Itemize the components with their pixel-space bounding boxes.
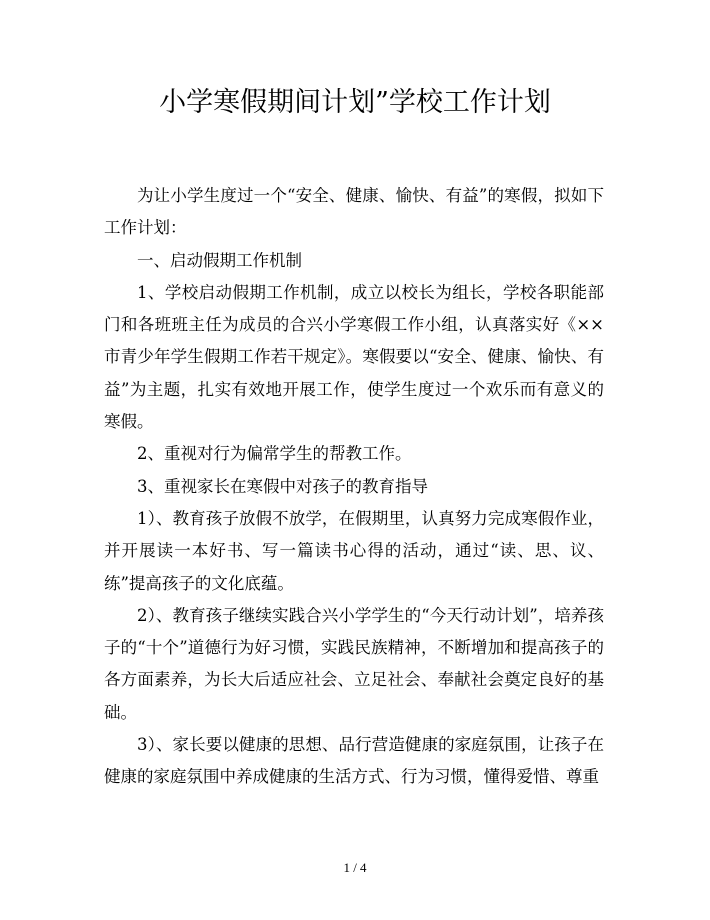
paragraph-subitem-1: 1）、教育孩子放假不放学，在假期里，认真努力完成寒假作业，并开展读一本好书、写一篇读书心得的活动，通过“读、思、议、练”提高孩子的文化底蕴。 (104, 508, 604, 593)
paragraph-item-3: 3、重视家长在寒假中对孩子的教育指导 (137, 476, 428, 496)
paragraph-subitem-3: 3）、家长要以健康的思想、品行营造健康的家庭氛围，让孩子在健康的家庭氛围中养成健康的生活方式、行为习惯，懂得爱惜、尊重 (104, 735, 604, 787)
paragraph-section-heading: 一、启动假期工作机制 (137, 250, 302, 270)
paragraph-item-1: 1、学校启动假期工作机制，成立以校长为组长，学校各职能部门和各班班主任为成员的合兴小学寒假工作小组，认真落实好《××市青少年学生假期工作若干规定》。寒假要以“安全、健康、愉快、有益”为主题，扎实有效地开展工作，使学生度过一个欢乐而有意义的寒假。 (104, 282, 604, 432)
paragraph-item-2: 2、重视对行为偏常学生的帮教工作。 (137, 444, 412, 464)
page-number: 1 / 4 (343, 860, 367, 875)
document-body (104, 180, 604, 794)
paragraph-subitem-2: 2）、教育孩子继续实践合兴小学学生的“今天行动计划”，培养孩子的“十个”道德行为好习惯，实践民族精神，不断增加和提高孩子的各方面素养，为长大后适应社会、立足社会、奉献社会奠定良好的基础。 (104, 605, 604, 722)
paragraph-intro: 为让小学生度过一个“安全、健康、愉快、有益”的寒假，拟如下工作计划： (104, 186, 604, 238)
document-title: 小学寒假期间计划”学校工作计划 (159, 87, 551, 118)
